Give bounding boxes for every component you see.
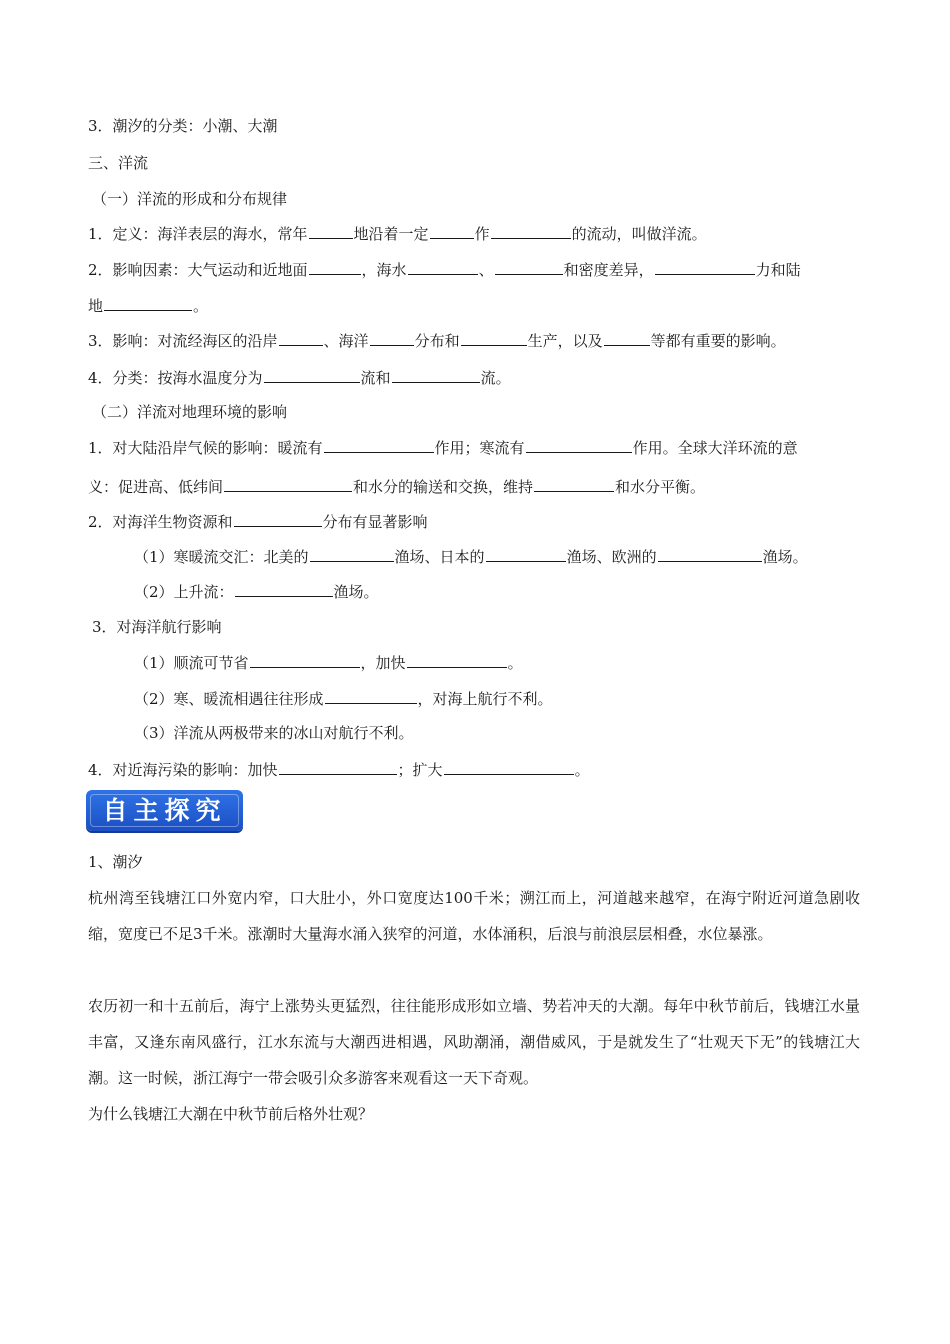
pollution-line: 4．对近海污染的影响：加快 ；扩大 。: [88, 761, 590, 779]
biology-line: 2．对海洋生物资源和 分布有显著影响: [88, 513, 428, 531]
fishery-line-2: （2）上升流： 渔场。: [134, 583, 379, 601]
blank-field[interactable]: [325, 688, 417, 704]
blank-field[interactable]: [235, 581, 333, 597]
blank-field[interactable]: [408, 259, 478, 275]
climate-line: 1．对大陆沿岸气候的影响：暖流有 作用；寒流有 作用。全球大洋环流的意: [88, 439, 798, 457]
blank-field[interactable]: [234, 511, 322, 527]
blank-field[interactable]: [264, 367, 360, 383]
blank-field[interactable]: [309, 259, 361, 275]
definition-line: 1．定义：海洋表层的海水，常年 地沿着一定 作 的流动，叫做洋流。: [88, 225, 707, 243]
explore-paragraph-2: 农历初一和十五前后，海宁上涨势头更猛烈，往往能形成形如立墙、势若冲天的大潮。每年中秋节前后，钱塘江水量丰富，又逢东南风盛行，江水东流与大潮西进相遇，风助潮涌，潮借威风，于是就发生了“壮观天下无”的钱塘江大潮。这一时候，浙江海宁一带会吸引众多游客来观看这一天下奇观。: [88, 997, 860, 1087]
blank-field[interactable]: [279, 759, 397, 775]
blank-field[interactable]: [104, 295, 192, 311]
climate-line-cont: 义：促进高、低纬间 和水分的输送和交换，维持 和水分平衡。: [88, 478, 706, 496]
blank-field[interactable]: [309, 223, 353, 239]
blank-field[interactable]: [279, 330, 323, 346]
blank-field[interactable]: [658, 546, 762, 562]
blank-field[interactable]: [407, 652, 507, 668]
blank-field[interactable]: [430, 223, 474, 239]
blank-field[interactable]: [655, 259, 755, 275]
blank-field[interactable]: [370, 330, 414, 346]
section-heading-currents: 三、洋流: [88, 154, 149, 172]
badge-label: 自主探究: [102, 796, 227, 825]
section-badge: [86, 790, 243, 831]
blank-field[interactable]: [491, 223, 571, 239]
explore-heading: 1、潮汐: [88, 853, 143, 871]
explore-paragraph-1: 杭州湾至钱塘江口外宽内窄，口大肚小，外口宽度达100千米；溯江而上，河道越来越窄，在海宁附近河道急剧收缩，宽度已不足3千米。涨潮时大量海水涌入狭窄的河道，水体涌积，后浪与前浪层层相叠，水位暴涨。: [88, 889, 860, 943]
navigation-line-3: （3）洋流从两极带来的冰山对航行不利。: [134, 724, 414, 742]
navigation-line-1: （1）顺流可节省 ，加快 。: [134, 654, 523, 672]
navigation-line-2: （2）寒、暖流相遇往往形成 ，对海上航行不利。: [134, 690, 553, 708]
blank-field[interactable]: [310, 546, 394, 562]
navigation-heading: 3．对海洋航行影响: [92, 618, 222, 636]
blank-field[interactable]: [224, 476, 352, 492]
blank-field[interactable]: [461, 330, 527, 346]
blank-field[interactable]: [486, 546, 566, 562]
blank-field[interactable]: [444, 759, 574, 775]
types-line: 4．分类：按海水温度分为 流和 流。: [88, 369, 511, 387]
blank-field[interactable]: [495, 259, 563, 275]
tide-classification: 3．潮汐的分类：小潮、大潮: [88, 117, 278, 135]
factors-line: 2．影响因素：大气运动和近地面 ，海水 、 和密度差异， 力和陆: [88, 261, 801, 279]
blank-field[interactable]: [604, 330, 650, 346]
subsection-heading-formation: （一）洋流的形成和分布规律: [92, 190, 288, 208]
effects-line: 3．影响：对流经海区的沿岸 、海洋 分布和 生产，以及 等都有重要的影响。: [88, 332, 786, 350]
explore-question: 为什么钱塘江大潮在中秋节前后格外壮观？: [88, 1105, 374, 1123]
blank-field[interactable]: [534, 476, 614, 492]
blank-field[interactable]: [392, 367, 480, 383]
factors-line-cont: 地 。: [88, 297, 209, 315]
subsection-heading-impact: （二）洋流对地理环境的影响: [92, 403, 288, 421]
blank-field[interactable]: [250, 652, 360, 668]
blank-field[interactable]: [526, 437, 632, 453]
blank-field[interactable]: [324, 437, 434, 453]
fishery-line-1: （1）寒暖流交汇：北美的 渔场、日本的 渔场、欧洲的 渔场。: [134, 548, 808, 566]
